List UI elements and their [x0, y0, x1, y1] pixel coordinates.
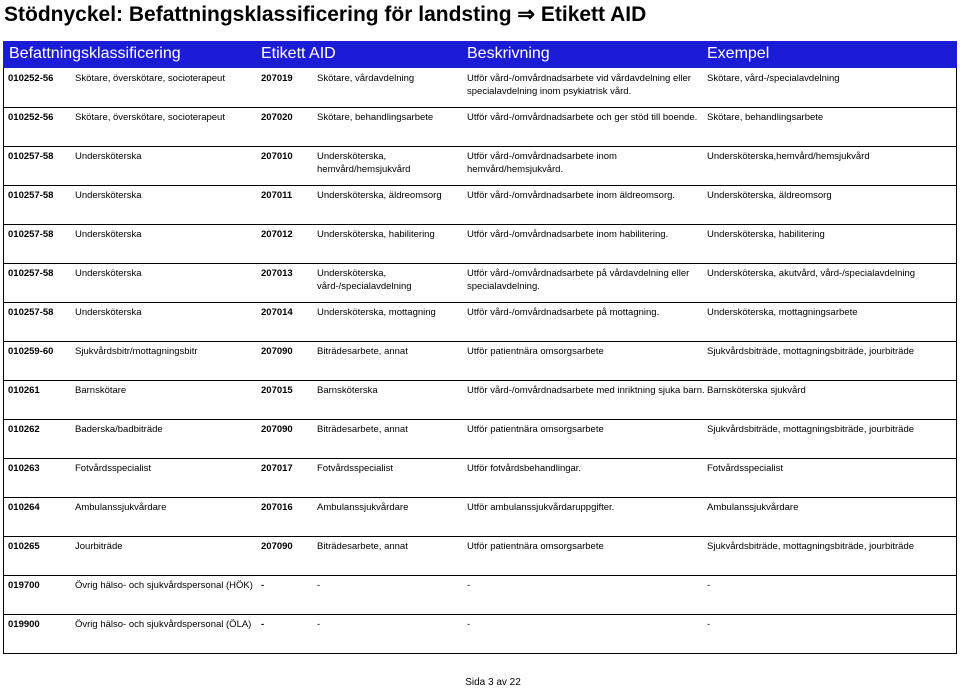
cell-label: Skötare, behandlingsarbete [317, 112, 434, 123]
cell-name: Undersköterska [75, 190, 142, 201]
cell-example: Undersköterska,hemvård/hemsjukvård [707, 151, 870, 162]
cell-code: 010252-56 [8, 73, 54, 84]
cell-example: - [707, 580, 711, 591]
cell-name: Baderska/badbiträde [75, 424, 163, 435]
cell-code: 010259-60 [8, 346, 54, 357]
cell-label: Biträdesarbete, annat [317, 541, 408, 552]
cell-description: Utför patientnära omsorgsarbete [467, 541, 604, 552]
cell-description: - [467, 619, 471, 630]
cell-example: Sjukvårdsbiträde, mottagningsbiträde, jourbiträde [707, 424, 915, 435]
table-row [4, 536, 956, 576]
cell-code: 010257-58 [8, 229, 54, 240]
cell-name: Undersköterska [75, 307, 142, 318]
page-title: Stödnyckel: Befattningsklassificering för landsting ⇒ Etikett AID [4, 3, 647, 26]
cell-aid: 207020 [261, 112, 293, 123]
cell-example: Undersköterska, habilitering [707, 229, 825, 240]
cell-code: 010261 [8, 385, 40, 396]
cell-example: Sjukvårdsbiträde, mottagningsbiträde, jourbiträde [707, 541, 915, 552]
cell-label: Biträdesarbete, annat [317, 346, 408, 357]
cell-name: Jourbiträde [75, 541, 123, 552]
cell-description: Utför vård-/omvårdnadsarbete vid vårdavdelning eller specialavdelning inom psykiatrisk vård. [467, 73, 691, 97]
cell-aid: 207017 [261, 463, 293, 474]
cell-code: 010263 [8, 463, 40, 474]
cell-aid: - [261, 580, 265, 591]
cell-name: Ambulanssjukvårdare [75, 502, 167, 513]
table-row [4, 458, 956, 498]
cell-description: Utför vård-/omvårdnadsarbete inom hemvård/hemsjukvård. [467, 151, 617, 175]
cell-aid: 207090 [261, 424, 293, 435]
table-row [4, 68, 956, 108]
cell-example: - [707, 619, 711, 630]
table-row [4, 614, 956, 654]
cell-name: Övrig hälso- och sjukvårdspersonal (HÖK) [75, 580, 253, 591]
cell-label: Biträdesarbete, annat [317, 424, 408, 435]
table-row [4, 497, 956, 537]
cell-label: Fotvårdsspecialist [317, 463, 394, 474]
cell-code: 010264 [8, 502, 40, 513]
cell-description: Utför vård-/omvårdnadsarbete på vårdavdelning eller specialavdelning. [467, 268, 690, 292]
cell-aid: 207013 [261, 268, 293, 279]
cell-description: Utför vård-/omvårdnadsarbete och ger stöd till boende. [467, 112, 698, 123]
table-row [4, 302, 956, 342]
cell-description: Utför vård-/omvårdnadsarbete på mottagning. [467, 307, 660, 318]
cell-code: 010262 [8, 424, 40, 435]
cell-aid: 207014 [261, 307, 293, 318]
cell-example: Undersköterska, mottagningsarbete [707, 307, 858, 318]
table-row [4, 380, 956, 420]
cell-code: 010257-58 [8, 190, 54, 201]
cell-aid: 207090 [261, 346, 293, 357]
table-row [4, 146, 956, 186]
table-row [4, 185, 956, 225]
cell-aid: 207019 [261, 73, 293, 84]
cell-name: Fotvårdsspecialist [75, 463, 152, 474]
cell-name: Övrig hälso- och sjukvårdspersonal (ÖLA) [75, 619, 252, 630]
cell-code: 019900 [8, 619, 40, 630]
header-example: Exempel [707, 45, 770, 62]
cell-aid: - [261, 619, 265, 630]
table-row [4, 419, 956, 459]
cell-description: - [467, 580, 471, 591]
header-classification: Befattningsklassificering [9, 45, 181, 62]
page-number: Sida 3 av 22 [465, 677, 521, 688]
header-description: Beskrivning [467, 45, 550, 62]
cell-aid: 207016 [261, 502, 293, 513]
cell-description: Utför patientnära omsorgsarbete [467, 346, 604, 357]
cell-label: Undersköterska, vård-/specialavdelning [317, 268, 412, 292]
cell-code: 010257-58 [8, 268, 54, 279]
cell-example: Skötare, vård-/specialavdelning [707, 73, 840, 84]
cell-name: Undersköterska [75, 268, 142, 279]
cell-description: Utför fotvårdsbehandlingar. [467, 463, 582, 474]
cell-label: Skötare, vårdavdelning [317, 73, 415, 84]
cell-name: Undersköterska [75, 229, 142, 240]
cell-label: Barnsköterska [317, 385, 378, 396]
cell-aid: 207010 [261, 151, 293, 162]
cell-description: Utför patientnära omsorgsarbete [467, 424, 604, 435]
cell-name: Skötare, överskötare, socioterapeut [75, 73, 225, 84]
cell-description: Utför vård-/omvårdnadsarbete inom habilitering. [467, 229, 669, 240]
cell-code: 010257-58 [8, 151, 54, 162]
cell-name: Skötare, överskötare, socioterapeut [75, 112, 225, 123]
cell-code: 010257-58 [8, 307, 54, 318]
cell-label: Undersköterska, mottagning [317, 307, 436, 318]
cell-name: Undersköterska [75, 151, 142, 162]
cell-example: Fotvårdsspecialist [707, 463, 784, 474]
cell-code: 019700 [8, 580, 40, 591]
cell-aid: 207090 [261, 541, 293, 552]
table-row [4, 263, 956, 303]
cell-label: - [317, 619, 321, 630]
cell-description: Utför ambulanssjukvårdaruppgifter. [467, 502, 615, 513]
cell-label: Undersköterska, habilitering [317, 229, 435, 240]
cell-code: 010265 [8, 541, 40, 552]
table-body [3, 68, 957, 654]
table-row [4, 107, 956, 147]
table-row [4, 575, 956, 615]
cell-name: Sjukvårdsbitr/mottagningsbitr [75, 346, 198, 357]
cell-aid: 207011 [261, 190, 293, 201]
cell-example: Sjukvårdsbiträde, mottagningsbiträde, jourbiträde [707, 346, 915, 357]
table-header [3, 41, 957, 68]
cell-aid: 207012 [261, 229, 293, 240]
cell-label: Undersköterska, hemvård/hemsjukvård [317, 151, 411, 175]
cell-example: Undersköterska, akutvård, vård-/specialavdelning [707, 268, 916, 279]
cell-code: 010252-56 [8, 112, 54, 123]
cell-label: Undersköterska, äldreomsorg [317, 190, 442, 201]
cell-description: Utför vård-/omvårdnadsarbete inom äldreomsorg. [467, 190, 676, 201]
table-row [4, 341, 956, 381]
header-aid-label: Etikett AID [261, 45, 336, 62]
cell-example: Undersköterska, äldreomsorg [707, 190, 832, 201]
cell-description: Utför vård-/omvårdnadsarbete med inriktning sjuka barn. [467, 385, 705, 396]
cell-example: Ambulanssjukvårdare [707, 502, 799, 513]
cell-aid: 207015 [261, 385, 293, 396]
cell-name: Barnskötare [75, 385, 127, 396]
cell-label: Ambulanssjukvårdare [317, 502, 409, 513]
cell-example: Skötare, behandlingsarbete [707, 112, 824, 123]
cell-example: Barnsköterska sjukvård [707, 385, 806, 396]
table-row [4, 224, 956, 264]
cell-label: - [317, 580, 321, 591]
